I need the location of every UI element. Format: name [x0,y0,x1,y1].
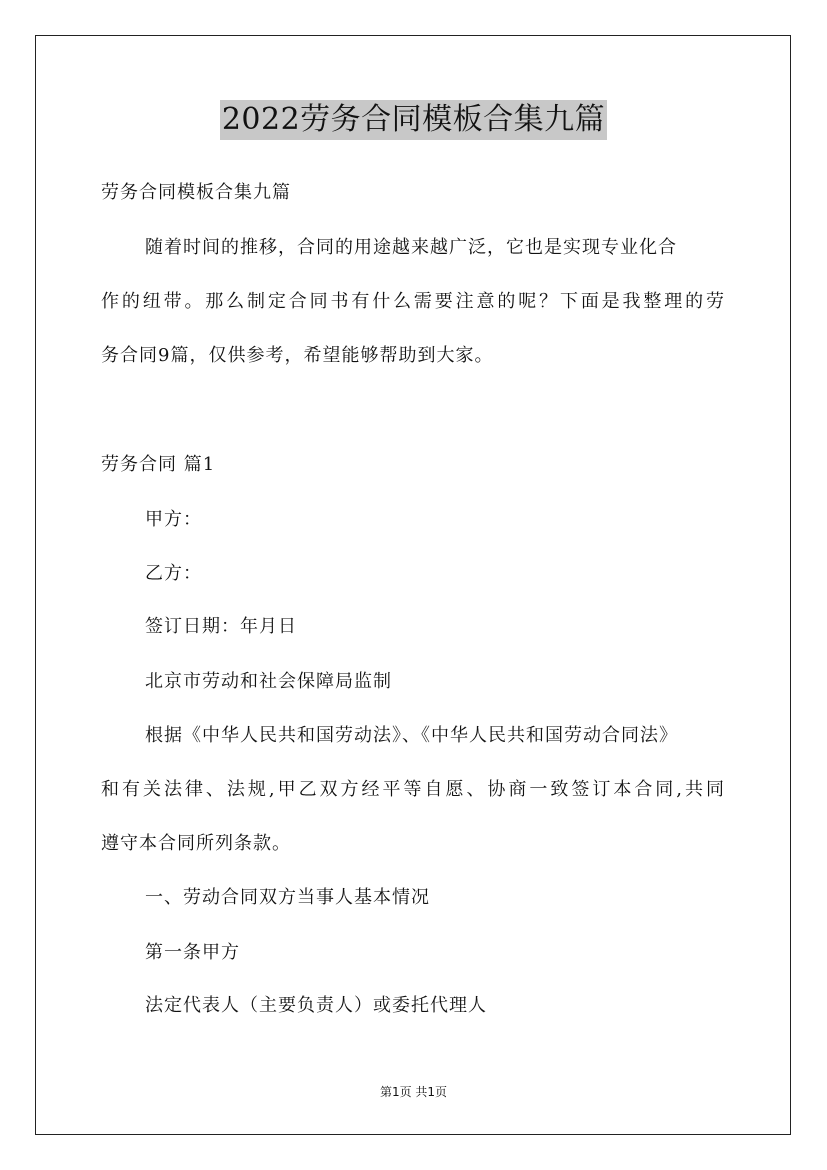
basis-line-1: 根据《中华人民共和国劳动法》、《中华人民共和国劳动合同法》 [145,725,678,746]
page-footer: 第1页 共1页 [379,1085,448,1099]
chapter-heading: 一、劳动合同双方当事人基本情况 [145,887,430,908]
party-b: 乙方： [145,563,202,584]
supervisor-line: 北京市劳动和社会保障局监制 [145,671,392,692]
title-container [0,100,827,140]
party-a: 甲方： [145,509,202,530]
basis-line-2: 和有关法律、法规,甲乙双方经平等自愿、协商一致签订本合同,共同 [101,779,725,800]
legal-rep-line: 法定代表人（主要负责人）或委托代理人 [145,995,487,1016]
article-heading: 第一条甲方 [145,942,240,963]
document-title: 2022劳务合同模板合集九篇 [220,100,607,140]
document-subtitle: 劳务合同模板合集九篇 [101,182,291,203]
sign-date: 签订日期：年月日 [145,616,297,637]
intro-line-3: 务合同9篇，仅供参考，希望能够帮助到大家。 [101,345,494,366]
intro-line-2: 作的纽带。那么制定合同书有什么需要注意的呢？下面是我整理的劳 [101,291,725,312]
section-heading: 劳务合同 篇1 [101,454,216,475]
intro-line-1: 随着时间的推移，合同的用途越来越广泛，它也是实现专业化合 [145,237,677,258]
basis-line-3: 遵守本合同所列条款。 [101,833,291,854]
